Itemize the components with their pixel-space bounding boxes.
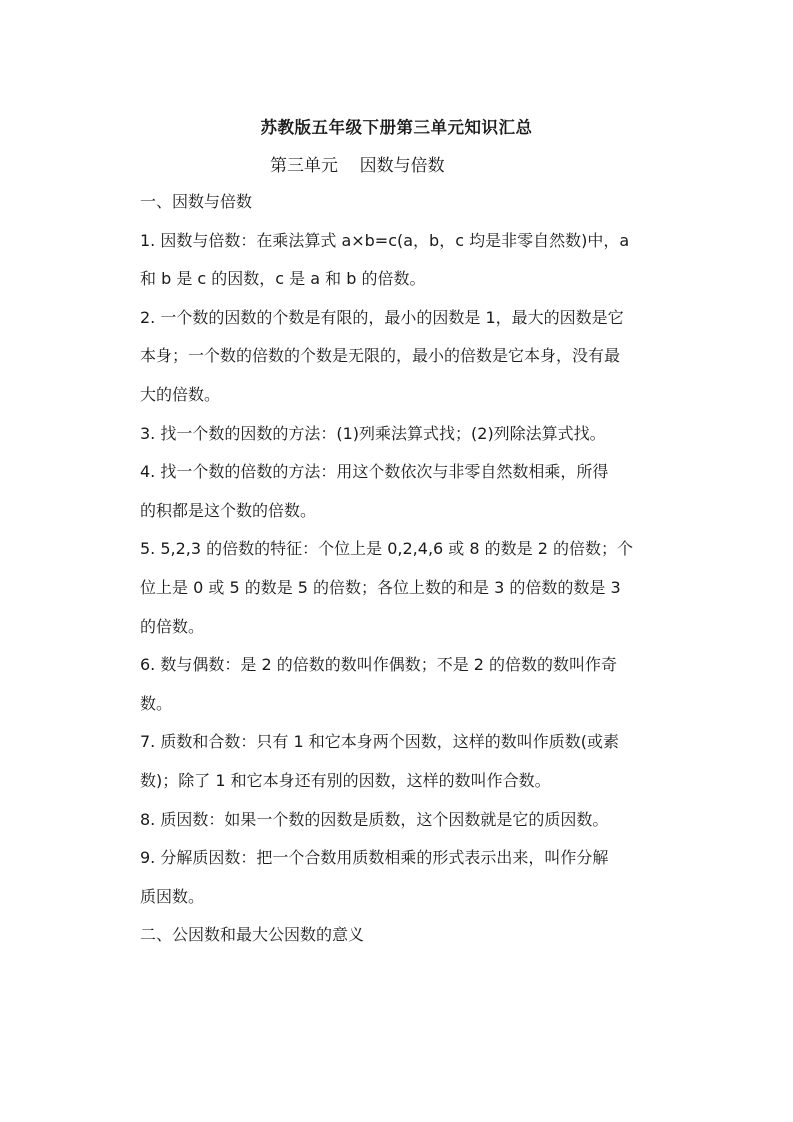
text-line: 和 b 是 c 的因数，c 是 a 和 b 的倍数。 — [140, 269, 426, 289]
text-line: 质因数。 — [140, 886, 205, 906]
text-line: 数)；除了 1 和它本身还有别的因数，这样的数叫作合数。 — [140, 770, 551, 790]
text-line: 本身；一个数的倍数的个数是无限的，最小的倍数是它本身，没有最 — [140, 346, 621, 366]
document-body — [140, 189, 670, 961]
text-line: 9. 分解质因数：把一个合数用质数相乘的形式表示出来，叫作分解 — [140, 848, 609, 868]
section-heading: 一、因数与倍数 — [140, 192, 253, 211]
unit-subtitle: 第三单元 因数与倍数 — [270, 156, 445, 176]
page-title: 苏教版五年级下册第三单元知识汇总 — [260, 118, 533, 137]
section-heading: 二、公因数和最大公因数的意义 — [140, 925, 365, 945]
text-line: 数。 — [140, 693, 173, 713]
text-line: 大的倍数。 — [140, 384, 221, 404]
text-line: 2. 一个数的因数的个数是有限的，最小的因数是 1，最大的因数是它 — [140, 307, 624, 327]
text-line: 8. 质因数：如果一个数的因数是质数，这个因数就是它的质因数。 — [140, 809, 609, 829]
text-line: 的积都是这个数的倍数。 — [140, 500, 317, 520]
text-line: 6. 数与偶数：是 2 的倍数的数叫作偶数；不是 2 的倍数的数叫作奇 — [140, 655, 618, 675]
text-line: 5. 5,2,3 的倍数的特征：个位上是 0,2,4,6 或 8 的数是 2 的倍数；个 — [140, 539, 634, 559]
text-line: 位上是 0 或 5 的数是 5 的倍数；各位上数的和是 3 的倍数的数是 3 — [140, 577, 621, 597]
text-line: 1. 因数与倍数：在乘法算式 a×b=c(a，b，c 均是非零自然数)中，a — [140, 230, 630, 250]
text-line: 4. 找一个数的倍数的方法：用这个数依次与非零自然数相乘，所得 — [140, 462, 609, 482]
text-line: 7. 质数和合数：只有 1 和它本身两个因数，这样的数叫作质数(或素 — [140, 732, 619, 752]
text-line: 的倍数。 — [140, 616, 205, 636]
text-line: 3. 找一个数的因数的方法：(1)列乘法算式找；(2)列除法算式找。 — [140, 423, 606, 443]
